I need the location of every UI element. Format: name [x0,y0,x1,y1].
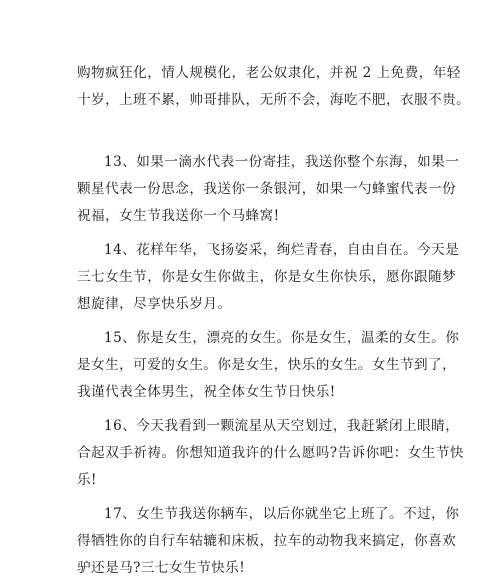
paragraph-line: 颗星代表一份思念，我送你一条银河，如果一勺蜂蜜代表一份 [77,181,457,197]
paragraph-line: 16、今天我看到一颗流星从天空划过，我赶紧闭上眼睛， [104,418,460,434]
paragraph-line: 购物疯狂化，情人规模化，老公奴隶化，并祝 2 上免费，年轻 [77,65,461,81]
paragraph-line: 三七女生节，你是女生你做主，你是女生你快乐，愿你跟随梦 [77,269,457,285]
paragraph-line: 合起双手祈祷。你想知道我许的什么愿吗?告诉你吧：女生节快 [77,445,464,461]
paragraph-line: 十岁，上班不累，帅哥排队，无所不会，海吃不肥，衣服不贵。 [77,92,471,108]
paragraph-line: 得牺牲你的自行车轱辘和床板，拉车的动物我来搞定，你喜欢 [77,533,457,549]
paragraph-line: 驴还是马?三七女生节快乐! [77,560,246,576]
paragraph-line: 乐! [77,472,97,488]
paragraph-line: 想旋律，尽享快乐岁月。 [77,296,232,312]
paragraph-line: 是女生，可爱的女生。你是女生，快乐的女生。女生节到了， [77,357,457,373]
paragraph-line: 17、女生节我送你辆车，以后你就坐它上班了。不过，你 [104,506,460,522]
paragraph-line: 祝福，女生节我送你一个马蜂窝! [77,208,280,224]
paragraph-line: 13、如果一滴水代表一份寄挂，我送你整个东海，如果一 [104,154,460,170]
paragraph-line: 15、你是女生，漂亮的女生。你是女生，温柔的女生。你 [104,330,460,346]
paragraph-line: 我谨代表全体男生，祝全体女生节日快乐! [77,384,336,400]
paragraph-line: 14、花样年华，飞扬姿采，绚烂青春，自由自在。今天是 [104,242,460,258]
